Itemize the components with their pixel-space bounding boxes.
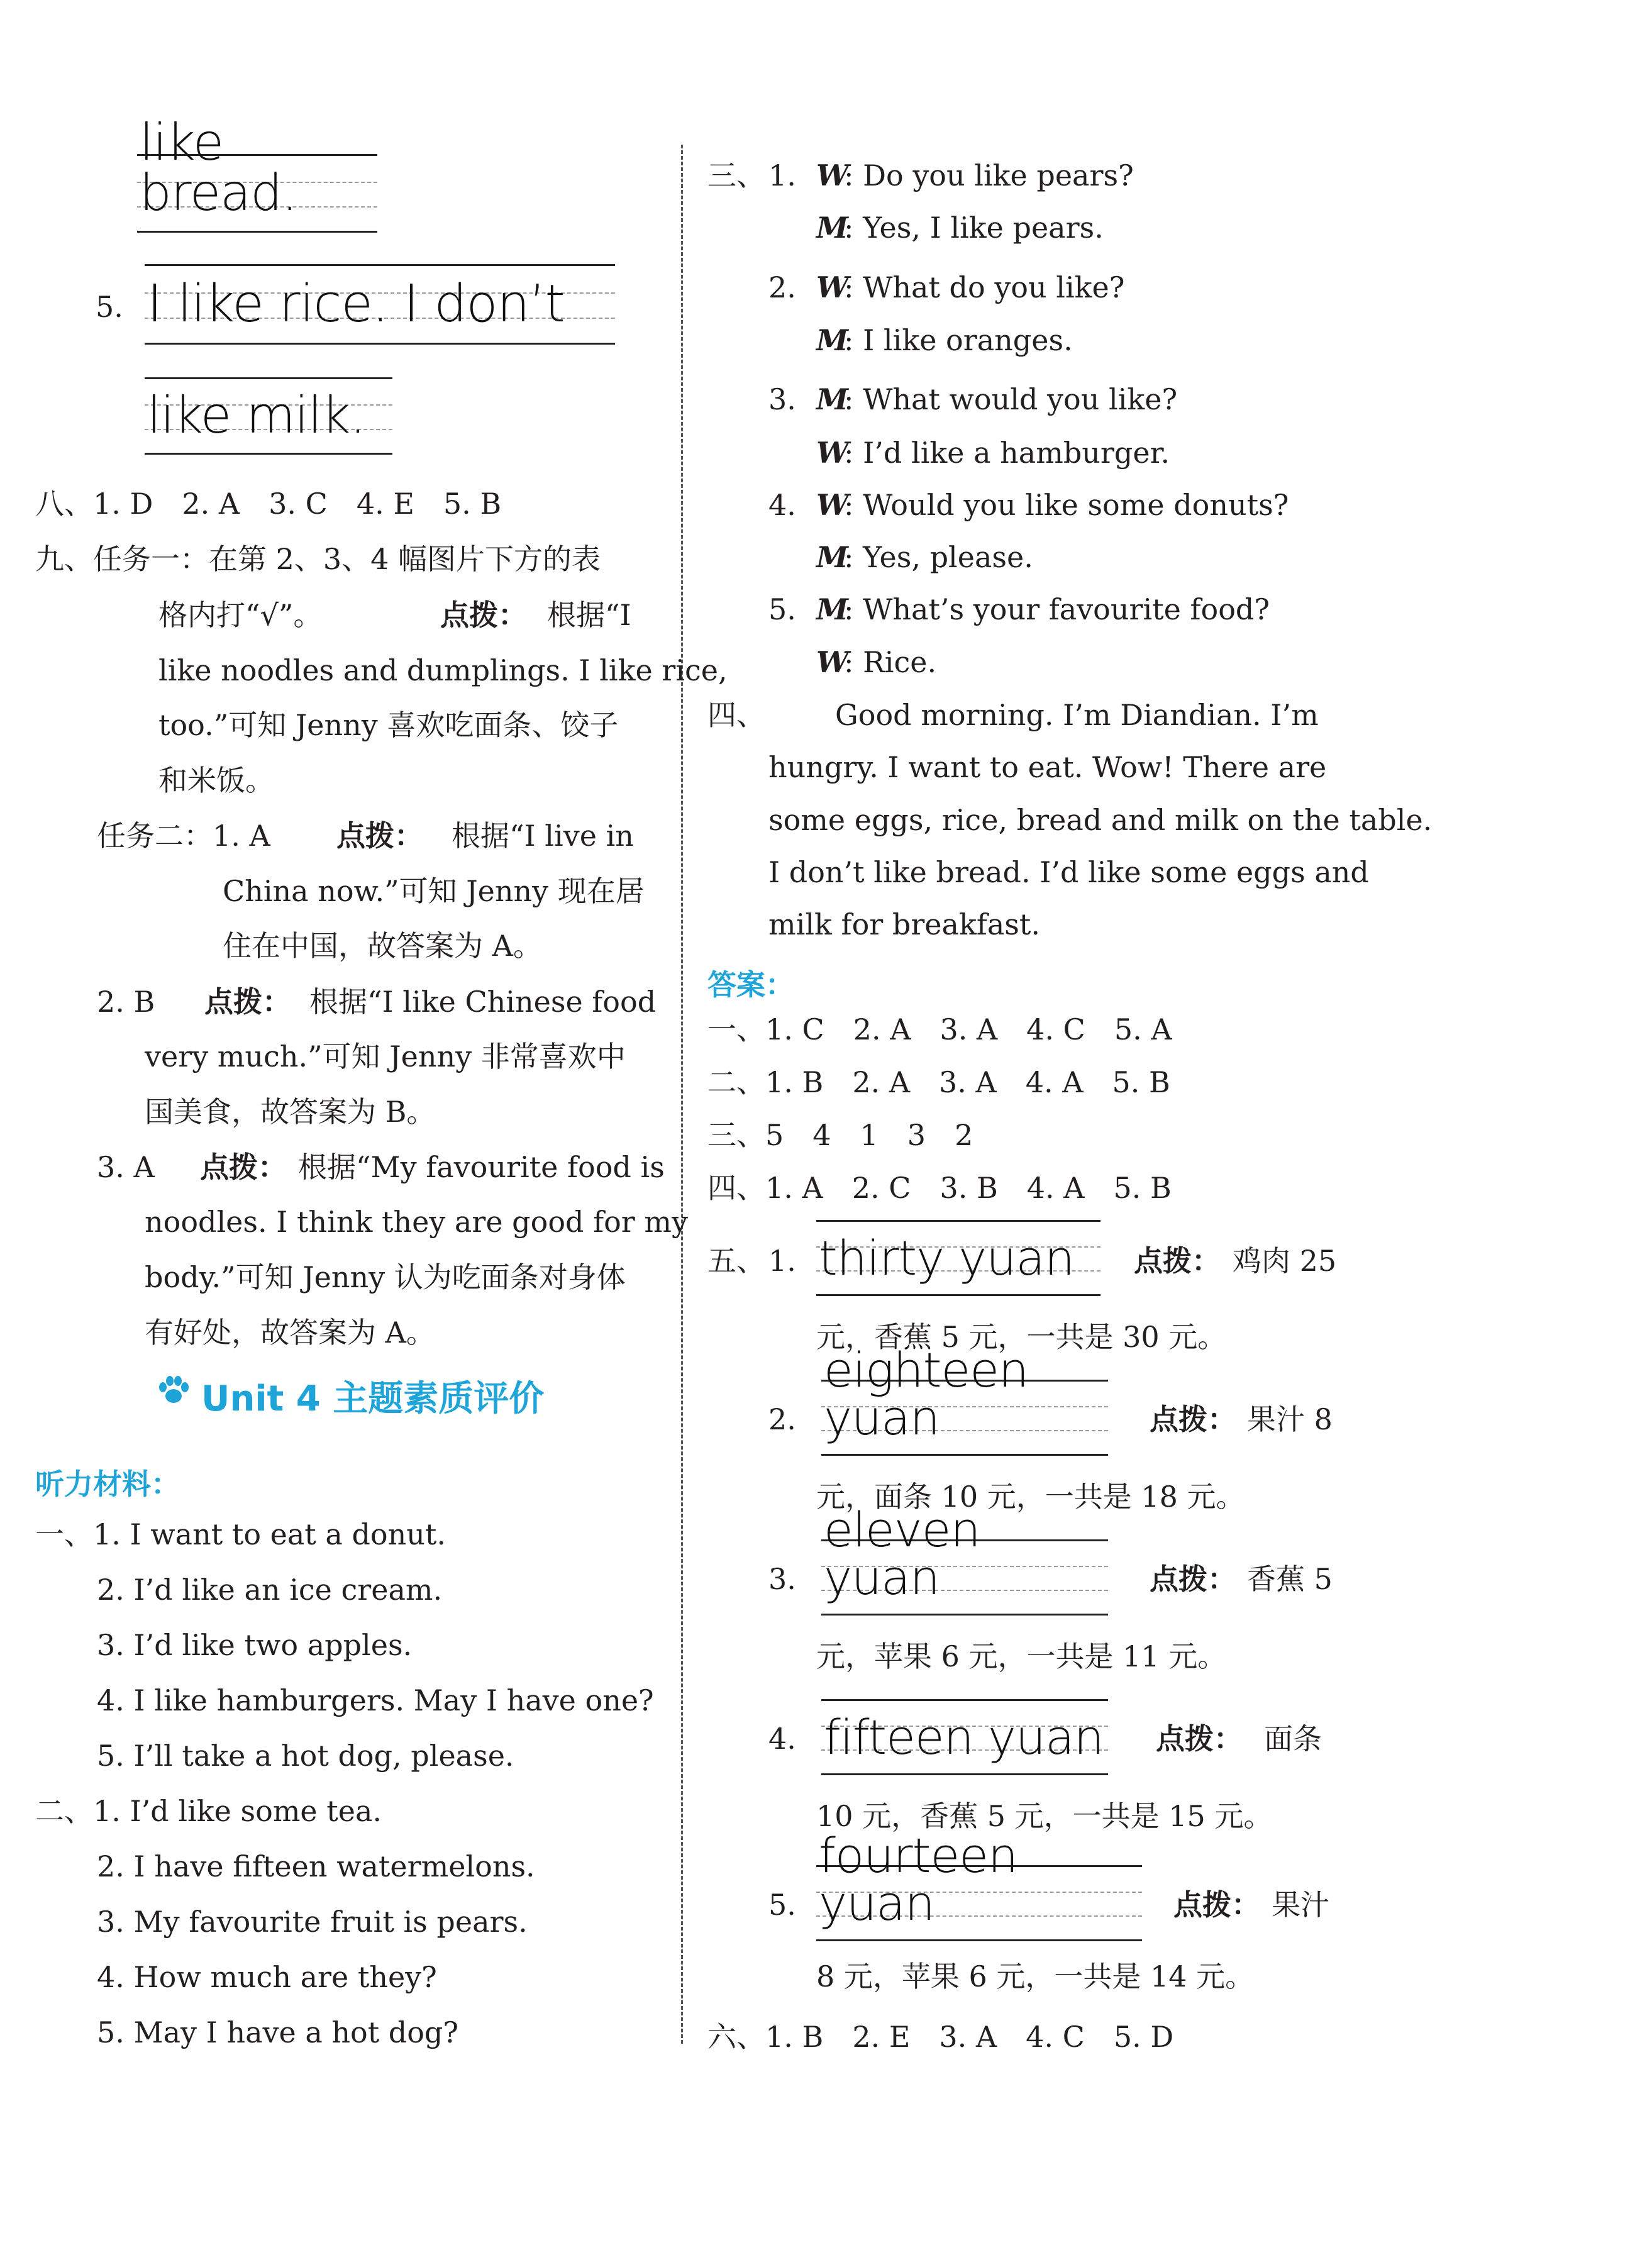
hint-text: 元，面条 10 元，一共是 18 元。 [816, 1480, 1245, 1514]
text-line: 格内打“√”。 [158, 598, 323, 632]
listening-label: 听力材料： [35, 1467, 180, 1501]
text-line: 5. May I have a hot dog? [97, 2015, 459, 2049]
speaker-label: M [816, 592, 848, 626]
text-line: 5. I’ll take a hot dog, please. [97, 1739, 514, 1773]
hint-label: 点拨： [1134, 1244, 1221, 1278]
handwriting-answer [816, 1827, 1142, 1939]
hint-label: 点拨： [200, 1150, 287, 1184]
handwriting-text: eighteen yuan [824, 1342, 1029, 1446]
dialog-line: : Do you like pears? [844, 158, 1134, 192]
handwriting-text: like bread. [140, 113, 297, 223]
handwriting-answer [137, 113, 377, 231]
section-ba-answers: 八、1. D 2. A 3. C 4. E 5. B [35, 487, 502, 521]
speaker-label: W [816, 158, 849, 192]
hint-text: 果汁 [1272, 1888, 1329, 1922]
text-line: 国美食，故答案为 B。 [145, 1095, 436, 1129]
hint-label: 点拨： [1150, 1402, 1236, 1436]
dialog-number: 3. [768, 382, 796, 416]
speaker-label: M [816, 323, 848, 357]
handwriting-answer [145, 377, 392, 453]
handwriting-answer [821, 1502, 1108, 1614]
answer-row: 二、1. B 2. A 3. A 4. A 5. B [707, 1065, 1170, 1099]
text-line: like noodles and dumplings. I like rice, [158, 653, 728, 687]
hint-text: 10 元，香蕉 5 元，一共是 15 元。 [816, 1799, 1273, 1833]
hint-text: 香蕉 5 [1247, 1562, 1333, 1596]
handwriting-text: I like rice. I don’t [147, 274, 565, 334]
passage-line: milk for breakfast. [768, 907, 1040, 941]
hint-label: 点拨： [204, 985, 291, 1019]
handwriting-text: fourteen yuan [819, 1827, 1018, 1932]
hint-text: 面条 [1264, 1722, 1322, 1756]
text-line: 住在中国，故答案为 A。 [223, 929, 542, 963]
text-line: too.”可知 Jenny 喜欢吃面条、饺子 [158, 708, 619, 742]
hint-text: 鸡肉 25 [1233, 1244, 1337, 1278]
speaker-label: M [816, 211, 848, 245]
text-line: very much.”可知 Jenny 非常喜欢中 [145, 1039, 626, 1073]
speaker-label: M [816, 540, 848, 574]
text-line: 2. B [97, 985, 155, 1019]
text-line: 4. I like hamburgers. May I have one? [97, 1683, 654, 1717]
dialog-line: : I’d like a hamburger. [844, 436, 1170, 470]
dialog-line: : Yes, I like pears. [844, 211, 1104, 245]
hint-text: 果汁 8 [1247, 1402, 1333, 1436]
dialog-line: : I like oranges. [844, 323, 1073, 357]
hint-label: 点拨： [440, 598, 527, 632]
dialog-number: 1. [768, 158, 796, 192]
unit-title: Unit 4 主题素质评价 [201, 1378, 545, 1419]
handwriting-text: fifteen yuan [824, 1709, 1104, 1766]
dialog-line: : What do you like? [844, 270, 1125, 304]
text-line: 二、1. I’d like some tea. [35, 1794, 382, 1828]
answer-row: 三、5 4 1 3 2 [707, 1118, 973, 1152]
question-number: 4. [768, 1722, 796, 1756]
text-line: 九、任务一：在第 2、3、4 幅图片下方的表 [35, 542, 601, 576]
paw-icon [157, 1375, 190, 1407]
answers-label: 答案： [707, 968, 794, 1002]
column-divider [681, 145, 683, 2044]
text-line: 4. How much are they? [97, 1960, 437, 1994]
text-line: China now.”可知 Jenny 现在居 [223, 874, 645, 908]
text-line: 一、1. I want to eat a donut. [35, 1517, 446, 1551]
handwriting-text: like milk. [147, 385, 365, 445]
text-line: 任务二：1. A [97, 819, 270, 853]
speaker-label: W [816, 488, 849, 522]
text-line: 2. I’d like an ice cream. [97, 1573, 443, 1607]
question-number: 5. [768, 1888, 796, 1922]
text-line: 根据“I like Chinese food [309, 985, 657, 1019]
text-line: 根据“I [547, 598, 631, 632]
text-line: 3. My favourite fruit is pears. [97, 1905, 528, 1939]
handwriting-text: thirty yuan [819, 1230, 1075, 1287]
section-prefix: 三、 [707, 158, 765, 192]
section-prefix: 五、 [707, 1244, 765, 1278]
handwriting-answer [145, 264, 615, 343]
dialog-number: 4. [768, 488, 796, 522]
question-number: 2. [768, 1402, 796, 1436]
passage-line: I don’t like bread. I’d like some eggs and [768, 855, 1369, 889]
handwriting-answer [816, 1220, 1100, 1294]
hint-label: 点拨： [1156, 1722, 1243, 1756]
dialog-line: : Yes, please. [844, 540, 1033, 574]
dialog-line: : Rice. [844, 645, 937, 679]
text-line: body.”可知 Jenny 认为吃面条对身体 [145, 1260, 626, 1294]
speaker-label: W [816, 645, 849, 679]
answer-row: 六、1. B 2. E 3. A 4. C 5. D [707, 2020, 1174, 2054]
question-number: 3. [768, 1562, 796, 1596]
hint-text: 8 元，苹果 6 元，一共是 14 元。 [816, 1959, 1255, 1993]
hint-label: 点拨： [336, 819, 423, 853]
hint-text: 元，苹果 6 元，一共是 11 元。 [816, 1639, 1227, 1673]
dialog-number: 5. [768, 592, 796, 626]
dialog-number: 2. [768, 270, 796, 304]
section-prefix: 四、 [707, 698, 765, 732]
hint-label: 点拨： [1173, 1888, 1260, 1922]
speaker-label: M [816, 382, 848, 416]
hint-label: 点拨： [1150, 1562, 1236, 1596]
handwriting-answer [821, 1342, 1108, 1454]
passage-line: Good morning. I’m Diandian. I’m [835, 698, 1319, 732]
question-number: 5. [96, 290, 123, 324]
dialog-line: : Would you like some donuts? [844, 488, 1289, 522]
text-line: 根据“My favourite food is [298, 1150, 665, 1184]
answer-row: 一、1. C 2. A 3. A 4. C 5. A [707, 1012, 1172, 1046]
passage-line: hungry. I want to eat. Wow! There are [768, 750, 1327, 784]
text-line: 有好处，故答案为 A。 [145, 1316, 435, 1349]
text-line: 3. A [97, 1150, 155, 1184]
dialog-line: : What would you like? [844, 382, 1178, 416]
text-line: 和米饭。 [158, 763, 274, 797]
text-line: 2. I have fifteen watermelons. [97, 1849, 535, 1883]
text-line: 根据“I live in [452, 819, 634, 853]
answer-row: 四、1. A 2. C 3. B 4. A 5. B [707, 1171, 1172, 1205]
text-line: noodles. I think they are good for my [145, 1205, 689, 1239]
text-line: 3. I’d like two apples. [97, 1628, 413, 1662]
speaker-label: W [816, 270, 849, 304]
handwriting-answer [821, 1699, 1108, 1773]
hint-text: 元，香蕉 5 元，一共是 30 元。 [816, 1320, 1227, 1354]
handwriting-text: eleven yuan [824, 1502, 980, 1606]
dialog-line: : What’s your favourite food? [844, 592, 1270, 626]
question-number: 1. [768, 1244, 796, 1278]
passage-line: some eggs, rice, bread and milk on the table. [768, 803, 1433, 837]
speaker-label: W [816, 436, 849, 470]
